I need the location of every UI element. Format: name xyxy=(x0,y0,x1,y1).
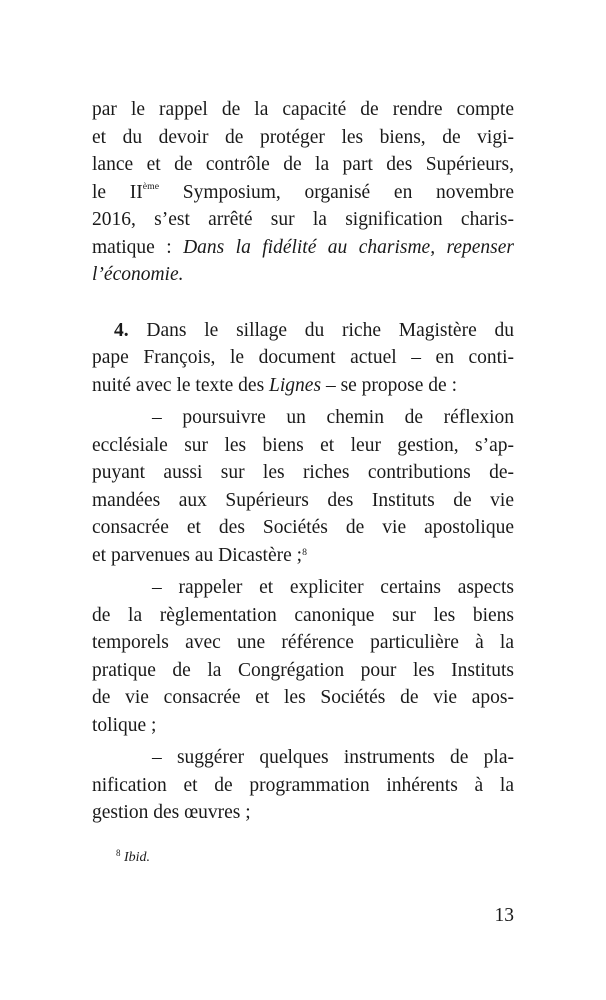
text-line xyxy=(92,372,514,400)
text-line: – poursuivre un chemin de réflexion xyxy=(152,407,514,428)
text-line: pratique de la Congrégation pour les Instituts xyxy=(92,659,514,681)
text-line: 2016, s’est arrêté sur la signification charis- xyxy=(92,209,514,230)
text-line: consacrée et des Sociétés de vie apostolique xyxy=(92,517,514,538)
text-line: pape François, le document actuel – en conti- xyxy=(92,347,514,368)
section-4 xyxy=(92,317,514,400)
text-fragment: le II xyxy=(92,181,143,203)
paragraph-1 xyxy=(92,96,514,289)
text-fragment: Symposium, organisé en novembre xyxy=(159,181,515,203)
page-body xyxy=(92,96,514,827)
text-line: temporels avec une référence particulière à la xyxy=(92,632,514,653)
italic-title: l’économie. xyxy=(92,264,184,285)
text-line: gestion des œuvres ; xyxy=(92,802,251,823)
section-number: 4. xyxy=(114,319,129,341)
text-fragment: matique : xyxy=(92,236,184,258)
text-line: tolique ; xyxy=(92,714,157,736)
text-line: par le rappel de la capacité de rendre compte xyxy=(92,99,514,120)
text-line: de vie consacrée et les Sociétés de vie apos- xyxy=(92,687,514,708)
text-line: puyant aussi sur les riches contributions de- xyxy=(92,462,514,483)
footnote-text: Ibid. xyxy=(124,850,151,865)
italic-title: Dans la fidélité au charisme, repenser xyxy=(183,236,514,258)
page-number: 13 xyxy=(494,905,514,926)
text-fragment: – se propose de : xyxy=(321,374,457,396)
text-line xyxy=(92,261,514,289)
text-line: lance et de contrôle de la part des Supérieurs, xyxy=(92,154,514,175)
list-item-1 xyxy=(92,404,514,569)
text-line: nification et de programmation inhérents à la xyxy=(92,774,514,796)
text-line: – rappeler et expliciter certains aspects xyxy=(152,577,514,598)
footnote-reference[interactable]: 8 xyxy=(302,546,307,558)
text-line: et du devoir de protéger les biens, de vigi- xyxy=(92,126,514,148)
text-fragment: nuité avec le texte des xyxy=(92,374,270,396)
text-line: de la règlementation canonique sur les biens xyxy=(92,604,514,626)
text-line: mandées aux Supérieurs des Instituts de vie xyxy=(92,489,514,511)
list-item-2 xyxy=(92,574,514,739)
text-fragment: et parvenues au Dicastère ; xyxy=(92,544,303,566)
list-item-3 xyxy=(92,744,514,827)
footnote-mark: 8 xyxy=(116,848,121,858)
text-line: ecclésiale sur les biens et leur gestion, s’ap- xyxy=(92,434,514,456)
ordinal-superscript: ème xyxy=(142,180,160,192)
text-line xyxy=(92,179,514,207)
footnote xyxy=(116,848,150,868)
text-line xyxy=(92,234,514,262)
text-fragment: Dans le sillage du riche Magistère du xyxy=(128,319,514,341)
italic-title: Lignes xyxy=(269,374,322,396)
text-line: – suggérer quelques instruments de pla- xyxy=(152,747,514,768)
text-line xyxy=(92,317,514,345)
text-line xyxy=(92,542,514,570)
